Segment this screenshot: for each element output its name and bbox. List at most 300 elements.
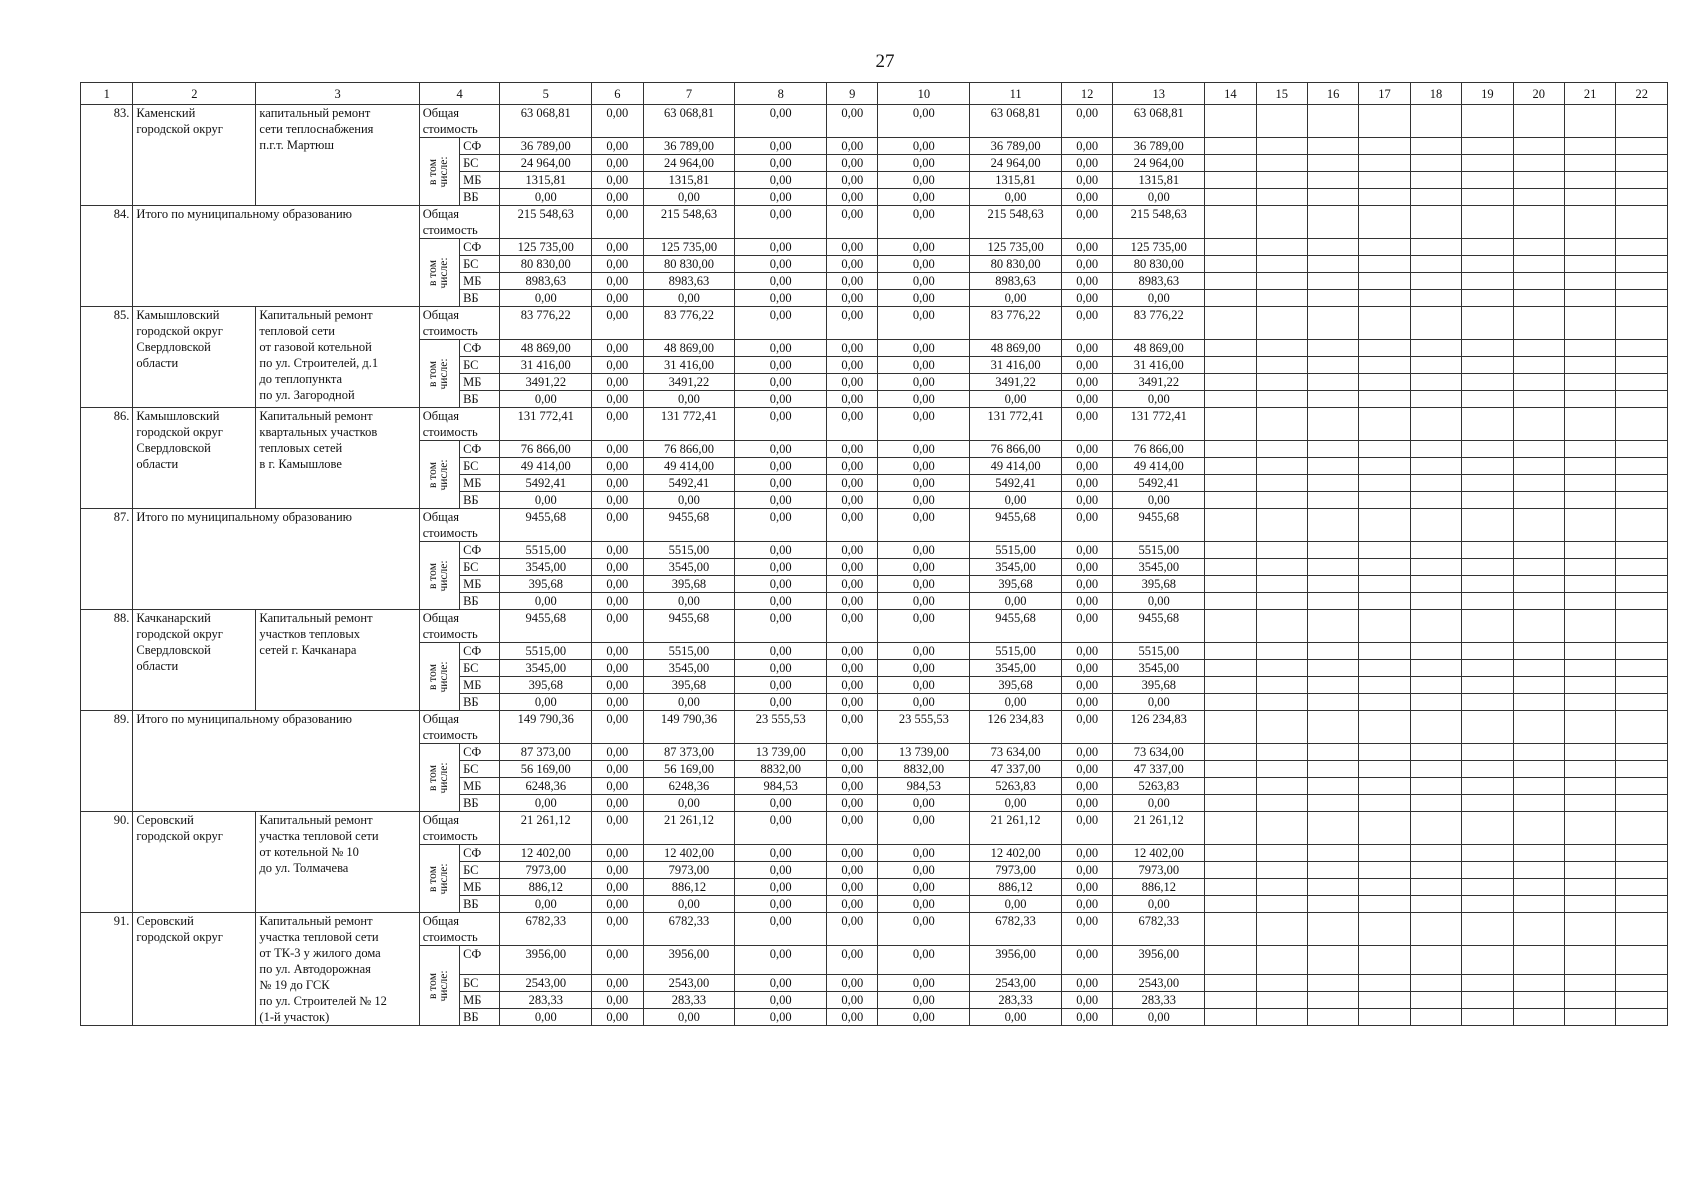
empty-cell — [1205, 643, 1256, 660]
value-cell: 0,00 — [1061, 105, 1112, 138]
empty-cell — [1564, 812, 1615, 845]
empty-cell — [1616, 677, 1668, 694]
value-cell: 0,00 — [970, 795, 1062, 812]
value-cell: 0,00 — [878, 374, 970, 391]
empty-cell — [1307, 660, 1358, 677]
work-description-line: Капитальный ремонт — [259, 409, 373, 423]
value-cell: 6248,36 — [500, 778, 592, 795]
fund-code: СФ — [460, 643, 500, 660]
including-label-line: в том — [427, 562, 440, 589]
page-number: 27 — [875, 51, 895, 72]
empty-cell — [1359, 172, 1410, 189]
fund-code: МБ — [460, 992, 500, 1009]
total-cost-label — [419, 812, 500, 845]
value-cell: 0,00 — [592, 172, 643, 189]
empty-cell — [1205, 896, 1256, 913]
empty-cell — [1410, 172, 1461, 189]
including-label-text — [428, 661, 450, 692]
empty-cell — [1307, 189, 1358, 206]
including-label-line: числе: — [438, 357, 451, 390]
empty-cell — [1462, 946, 1513, 975]
value-cell: 0,00 — [1061, 975, 1112, 992]
value-cell: 0,00 — [1061, 643, 1112, 660]
fund-code: ВБ — [460, 593, 500, 610]
value-cell: 395,68 — [643, 576, 735, 593]
empty-cell — [1616, 340, 1668, 357]
empty-cell — [1462, 879, 1513, 896]
value-cell: 0,00 — [1061, 913, 1112, 946]
value-cell: 0,00 — [878, 660, 970, 677]
value-cell: 0,00 — [827, 559, 878, 576]
work-description-line: участка тепловой сети — [259, 930, 379, 944]
municipality-name — [133, 408, 256, 509]
value-cell: 3956,00 — [970, 946, 1062, 975]
empty-cell — [1564, 761, 1615, 778]
value-cell: 0,00 — [1061, 138, 1112, 155]
empty-cell — [1410, 290, 1461, 307]
value-cell: 0,00 — [827, 441, 878, 458]
column-number: 8 — [735, 83, 827, 105]
empty-cell — [1513, 879, 1564, 896]
total-label-line: Итого по муниципальному образованию — [136, 207, 352, 221]
value-cell: 1315,81 — [1113, 172, 1205, 189]
value-cell: 0,00 — [1061, 391, 1112, 408]
value-cell: 3545,00 — [643, 660, 735, 677]
work-description-line: до теплопункта — [259, 372, 343, 386]
value-cell: 886,12 — [643, 879, 735, 896]
including-label-line: числе: — [438, 969, 451, 1002]
value-cell: 0,00 — [735, 509, 827, 542]
empty-cell — [1205, 559, 1256, 576]
value-cell: 0,00 — [1061, 795, 1112, 812]
value-cell: 9455,68 — [970, 610, 1062, 643]
empty-cell — [1410, 845, 1461, 862]
empty-cell — [1513, 992, 1564, 1009]
empty-cell — [1564, 458, 1615, 475]
value-cell: 63 068,81 — [1113, 105, 1205, 138]
empty-cell — [1513, 105, 1564, 138]
empty-cell — [1307, 172, 1358, 189]
value-cell: 0,00 — [878, 239, 970, 256]
value-cell: 0,00 — [1061, 155, 1112, 172]
value-cell: 0,00 — [592, 374, 643, 391]
value-cell: 0,00 — [827, 643, 878, 660]
empty-cell — [1256, 795, 1307, 812]
record-number: 87. — [81, 509, 133, 610]
value-cell: 0,00 — [878, 105, 970, 138]
empty-cell — [1256, 357, 1307, 374]
value-cell: 0,00 — [827, 172, 878, 189]
value-cell: 0,00 — [878, 795, 970, 812]
total-cost-label-line: стоимость — [422, 829, 478, 843]
empty-cell — [1513, 155, 1564, 172]
empty-cell — [1616, 593, 1668, 610]
total-cost-label — [419, 105, 500, 138]
value-cell: 36 789,00 — [643, 138, 735, 155]
value-cell: 0,00 — [878, 509, 970, 542]
value-cell: 0,00 — [592, 913, 643, 946]
empty-cell — [1307, 475, 1358, 492]
value-cell: 3956,00 — [1113, 946, 1205, 975]
value-cell: 0,00 — [970, 694, 1062, 711]
value-cell: 0,00 — [735, 862, 827, 879]
empty-cell — [1564, 155, 1615, 172]
fund-code: СФ — [460, 441, 500, 458]
work-description-line: капитальный ремонт — [259, 106, 371, 120]
total-cost-label-line: стоимость — [422, 728, 478, 742]
value-cell: 0,00 — [1061, 357, 1112, 374]
empty-cell — [1410, 189, 1461, 206]
value-cell: 0,00 — [592, 441, 643, 458]
work-description — [256, 812, 419, 913]
empty-cell — [1462, 593, 1513, 610]
empty-cell — [1462, 778, 1513, 795]
value-cell: 0,00 — [735, 643, 827, 660]
empty-cell — [1307, 576, 1358, 593]
value-cell: 0,00 — [827, 475, 878, 492]
value-cell: 0,00 — [735, 290, 827, 307]
empty-cell — [1564, 340, 1615, 357]
empty-cell — [1359, 576, 1410, 593]
value-cell: 0,00 — [1061, 559, 1112, 576]
value-cell: 0,00 — [592, 391, 643, 408]
empty-cell — [1616, 206, 1668, 239]
fund-code: ВБ — [460, 1009, 500, 1026]
total-cost-label-line: стоимость — [422, 526, 478, 540]
empty-cell — [1359, 778, 1410, 795]
value-cell: 131 772,41 — [1113, 408, 1205, 441]
value-cell: 0,00 — [500, 492, 592, 509]
empty-cell — [1256, 172, 1307, 189]
value-cell: 0,00 — [878, 475, 970, 492]
value-cell: 3956,00 — [643, 946, 735, 975]
value-cell: 8983,63 — [500, 273, 592, 290]
empty-cell — [1256, 744, 1307, 761]
including-label-line: в том — [427, 461, 440, 488]
value-cell: 0,00 — [1113, 492, 1205, 509]
value-cell: 48 869,00 — [1113, 340, 1205, 357]
value-cell: 48 869,00 — [500, 340, 592, 357]
empty-cell — [1616, 896, 1668, 913]
value-cell: 0,00 — [878, 879, 970, 896]
empty-cell — [1205, 778, 1256, 795]
empty-cell — [1462, 862, 1513, 879]
empty-cell — [1616, 138, 1668, 155]
empty-cell — [1616, 307, 1668, 340]
fund-code: МБ — [460, 576, 500, 593]
including-label-line: числе: — [438, 761, 451, 794]
total-label — [133, 206, 419, 307]
empty-cell — [1616, 761, 1668, 778]
empty-cell — [1564, 307, 1615, 340]
value-cell: 0,00 — [592, 778, 643, 795]
empty-cell — [1256, 340, 1307, 357]
empty-cell — [1410, 475, 1461, 492]
value-cell: 125 735,00 — [643, 239, 735, 256]
empty-cell — [1410, 542, 1461, 559]
value-cell: 0,00 — [878, 256, 970, 273]
work-description-line: Капитальный ремонт — [259, 813, 373, 827]
value-cell: 0,00 — [827, 340, 878, 357]
empty-cell — [1359, 290, 1410, 307]
empty-cell — [1205, 172, 1256, 189]
value-cell: 0,00 — [592, 357, 643, 374]
empty-cell — [1616, 273, 1668, 290]
empty-cell — [1359, 975, 1410, 992]
value-cell: 0,00 — [878, 206, 970, 239]
value-cell: 7973,00 — [643, 862, 735, 879]
empty-cell — [1616, 643, 1668, 660]
value-cell: 80 830,00 — [970, 256, 1062, 273]
empty-cell — [1307, 744, 1358, 761]
value-cell: 0,00 — [643, 795, 735, 812]
including-label-line: числе: — [438, 559, 451, 592]
work-description-line: квартальных участков — [259, 425, 378, 439]
fund-code: СФ — [460, 845, 500, 862]
value-cell: 395,68 — [500, 677, 592, 694]
municipality-name-line: городской округ — [136, 324, 223, 338]
including-label-text — [428, 156, 450, 187]
empty-cell — [1205, 374, 1256, 391]
value-cell: 0,00 — [970, 189, 1062, 206]
value-cell: 984,53 — [878, 778, 970, 795]
empty-cell — [1462, 795, 1513, 812]
value-cell: 0,00 — [592, 694, 643, 711]
total-cost-label — [419, 711, 500, 744]
empty-cell — [1359, 492, 1410, 509]
empty-cell — [1205, 441, 1256, 458]
value-cell: 9455,68 — [500, 610, 592, 643]
value-cell: 395,68 — [970, 677, 1062, 694]
value-cell: 12 402,00 — [500, 845, 592, 862]
value-cell: 0,00 — [735, 593, 827, 610]
total-cost-label-line: Общая — [422, 712, 460, 726]
total-cost-label-line: стоимость — [422, 627, 478, 641]
value-cell: 0,00 — [1061, 189, 1112, 206]
value-cell: 0,00 — [827, 357, 878, 374]
work-description — [256, 105, 419, 206]
fund-code: БС — [460, 559, 500, 576]
empty-cell — [1462, 509, 1513, 542]
value-cell: 0,00 — [643, 290, 735, 307]
empty-cell — [1410, 677, 1461, 694]
value-cell: 12 402,00 — [643, 845, 735, 862]
including-label-line: в том — [427, 158, 440, 185]
column-number: 7 — [643, 83, 735, 105]
value-cell: 9455,68 — [1113, 610, 1205, 643]
empty-cell — [1205, 711, 1256, 744]
total-label — [133, 711, 419, 812]
value-cell: 76 866,00 — [500, 441, 592, 458]
value-cell: 0,00 — [735, 374, 827, 391]
value-cell: 0,00 — [592, 155, 643, 172]
empty-cell — [1256, 660, 1307, 677]
empty-cell — [1564, 660, 1615, 677]
empty-cell — [1205, 862, 1256, 879]
empty-cell — [1307, 946, 1358, 975]
empty-cell — [1616, 879, 1668, 896]
empty-cell — [1307, 610, 1358, 643]
total-cost-label-line: стоимость — [422, 425, 478, 439]
empty-cell — [1205, 475, 1256, 492]
value-cell: 0,00 — [878, 391, 970, 408]
empty-cell — [1256, 458, 1307, 475]
value-cell: 0,00 — [970, 391, 1062, 408]
value-cell: 0,00 — [1061, 845, 1112, 862]
value-cell: 0,00 — [592, 509, 643, 542]
value-cell: 24 964,00 — [500, 155, 592, 172]
value-cell: 0,00 — [735, 340, 827, 357]
empty-cell — [1564, 795, 1615, 812]
value-cell: 886,12 — [1113, 879, 1205, 896]
empty-cell — [1256, 492, 1307, 509]
work-description-line: по ул. Строителей № 12 — [259, 994, 387, 1008]
value-cell: 36 789,00 — [500, 138, 592, 155]
including-label — [419, 946, 459, 1026]
value-cell: 5492,41 — [1113, 475, 1205, 492]
value-cell: 0,00 — [592, 677, 643, 694]
fund-code: БС — [460, 660, 500, 677]
work-description-line: тепловой сети — [259, 324, 335, 338]
including-label-line: числе: — [438, 458, 451, 491]
empty-cell — [1410, 340, 1461, 357]
record-number: 86. — [81, 408, 133, 509]
empty-cell — [1513, 290, 1564, 307]
total-cost-label-line: Общая — [422, 510, 460, 524]
value-cell: 0,00 — [878, 946, 970, 975]
including-label-text — [428, 358, 450, 389]
empty-cell — [1616, 576, 1668, 593]
value-cell: 5515,00 — [643, 643, 735, 660]
value-cell: 125 735,00 — [500, 239, 592, 256]
empty-cell — [1256, 946, 1307, 975]
empty-cell — [1410, 357, 1461, 374]
empty-cell — [1513, 206, 1564, 239]
empty-cell — [1410, 458, 1461, 475]
record-number: 91. — [81, 913, 133, 1026]
empty-cell — [1462, 290, 1513, 307]
empty-cell — [1462, 913, 1513, 946]
fund-code: ВБ — [460, 896, 500, 913]
empty-cell — [1359, 509, 1410, 542]
value-cell: 21 261,12 — [970, 812, 1062, 845]
total-cost-label-line: Общая — [422, 813, 460, 827]
value-cell: 3491,22 — [1113, 374, 1205, 391]
value-cell: 0,00 — [878, 896, 970, 913]
empty-cell — [1564, 206, 1615, 239]
empty-cell — [1462, 391, 1513, 408]
empty-cell — [1307, 408, 1358, 441]
empty-cell — [1205, 138, 1256, 155]
column-number: 18 — [1410, 83, 1461, 105]
empty-cell — [1462, 992, 1513, 1009]
empty-cell — [1462, 307, 1513, 340]
value-cell: 0,00 — [878, 458, 970, 475]
including-label-line: числе: — [438, 862, 451, 895]
value-cell: 9455,68 — [643, 509, 735, 542]
empty-cell — [1256, 896, 1307, 913]
empty-cell — [1513, 694, 1564, 711]
value-cell: 0,00 — [500, 391, 592, 408]
empty-cell — [1359, 992, 1410, 1009]
empty-cell — [1513, 239, 1564, 256]
empty-cell — [1359, 643, 1410, 660]
empty-cell — [1616, 172, 1668, 189]
value-cell: 0,00 — [827, 542, 878, 559]
value-cell: 0,00 — [1061, 273, 1112, 290]
municipality-name — [133, 105, 256, 206]
empty-cell — [1307, 492, 1358, 509]
value-cell: 0,00 — [735, 610, 827, 643]
value-cell: 0,00 — [1061, 340, 1112, 357]
value-cell: 7973,00 — [500, 862, 592, 879]
municipality-name-line: Свердловской — [136, 340, 211, 354]
empty-cell — [1410, 862, 1461, 879]
empty-cell — [1256, 290, 1307, 307]
value-cell: 0,00 — [827, 492, 878, 509]
record-row — [81, 711, 1668, 744]
empty-cell — [1513, 172, 1564, 189]
fund-code: БС — [460, 975, 500, 992]
empty-cell — [1256, 643, 1307, 660]
empty-cell — [1616, 1009, 1668, 1026]
empty-cell — [1513, 492, 1564, 509]
value-cell: 0,00 — [1061, 408, 1112, 441]
empty-cell — [1256, 576, 1307, 593]
total-cost-label — [419, 509, 500, 542]
empty-cell — [1462, 643, 1513, 660]
value-cell: 0,00 — [1061, 239, 1112, 256]
value-cell: 9455,68 — [970, 509, 1062, 542]
value-cell: 0,00 — [735, 256, 827, 273]
value-cell: 0,00 — [970, 290, 1062, 307]
value-cell: 0,00 — [592, 845, 643, 862]
empty-cell — [1256, 509, 1307, 542]
empty-cell — [1359, 206, 1410, 239]
work-description-line: от котельной № 10 — [259, 845, 359, 859]
value-cell: 0,00 — [500, 189, 592, 206]
fund-code: ВБ — [460, 391, 500, 408]
empty-cell — [1410, 391, 1461, 408]
value-cell: 21 261,12 — [1113, 812, 1205, 845]
empty-cell — [1359, 711, 1410, 744]
value-cell: 0,00 — [878, 542, 970, 559]
municipality-name-line: городской округ — [136, 122, 223, 136]
empty-cell — [1616, 744, 1668, 761]
record-row — [81, 509, 1668, 542]
value-cell: 131 772,41 — [970, 408, 1062, 441]
empty-cell — [1307, 975, 1358, 992]
empty-cell — [1256, 812, 1307, 845]
value-cell: 0,00 — [735, 492, 827, 509]
empty-cell — [1513, 542, 1564, 559]
value-cell: 0,00 — [1061, 206, 1112, 239]
empty-cell — [1513, 340, 1564, 357]
value-cell: 149 790,36 — [643, 711, 735, 744]
empty-cell — [1307, 992, 1358, 1009]
empty-cell — [1410, 239, 1461, 256]
value-cell: 0,00 — [592, 1009, 643, 1026]
value-cell: 0,00 — [827, 795, 878, 812]
value-cell: 0,00 — [827, 992, 878, 1009]
empty-cell — [1205, 913, 1256, 946]
value-cell: 76 866,00 — [643, 441, 735, 458]
value-cell: 0,00 — [878, 138, 970, 155]
total-cost-label-line: стоимость — [422, 324, 478, 338]
value-cell: 0,00 — [1061, 677, 1112, 694]
empty-cell — [1359, 458, 1410, 475]
value-cell: 8983,63 — [643, 273, 735, 290]
